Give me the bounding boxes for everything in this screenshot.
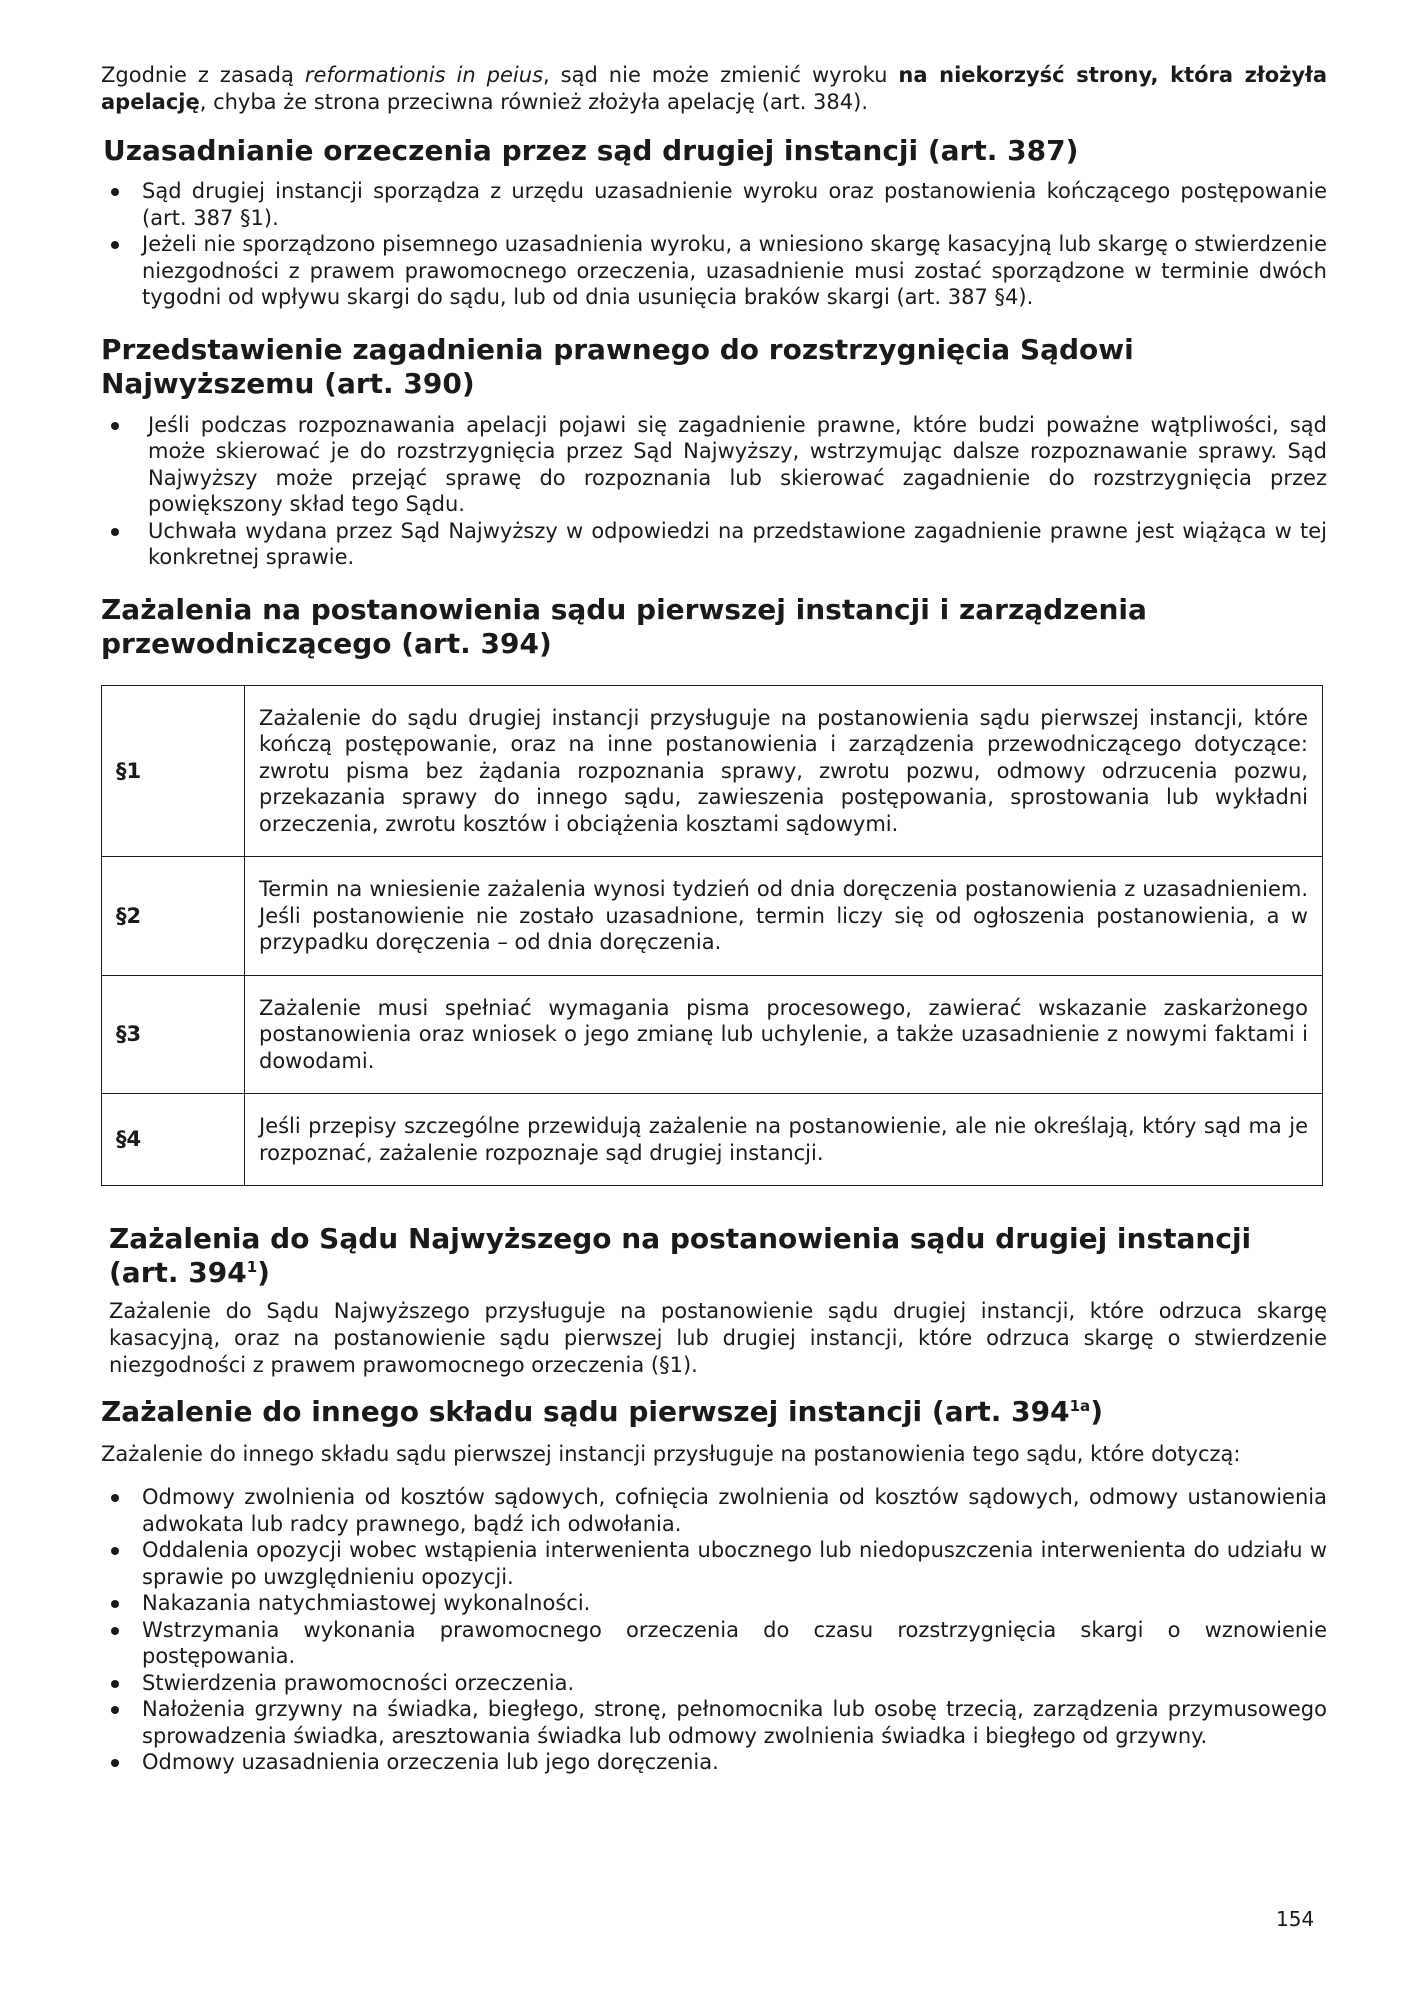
list-item: Uchwała wydana przez Sąd Najwyższy w odpowiedzi na przedstawione zagadnienie prawne jest wiążąca w tej konkretnej sprawie.: [101, 518, 1327, 571]
section-art-394: [101, 593, 1327, 1187]
table-row: [102, 685, 1323, 857]
list-item: Jeżeli nie sporządzono pisemnego uzasadnienia wyroku, a wniesiono skargę kasacyjną lub skargę o stwierdzenie niezgodności z prawem prawomocnego orzeczenia, uzasadnienie musi zostać sporządzone w terminie dwóch tygodni od wpływu skargi do sądu, lub od dnia usunięcia braków skargi (art. 387 §4).: [101, 231, 1327, 311]
section-heading: Zażalenia na postanowienia sądu pierwszej instancji i zarządzenia przewodniczącego (art. 394): [101, 592, 1147, 660]
paragraph-text: Termin na wniesienie zażalenia wynosi tydzień od dnia doręczenia postanowienia z uzasadnieniem. Jeśli postanowienie nie zostało uzasadnione, termin liczy się od ogłoszenia postanowienia, a w przypadku doręczenia – od dnia doręczenia.: [245, 857, 1323, 976]
bullet-list: [101, 412, 1327, 571]
list-item: Nakazania natychmiastowej wykonalności.: [101, 1590, 1327, 1617]
section-heading: Przedstawienie zagadnienia prawnego do rozstrzygnięcia Sądowi Najwyższemu (art. 390): [101, 332, 1134, 400]
list-item: Stwierdzenia prawomocności orzeczenia.: [101, 1670, 1327, 1697]
paragraph-number: §1: [102, 685, 245, 857]
page-content: [101, 62, 1327, 1776]
section-heading: Uzasadnianie orzeczenia przez sąd drugiej instancji (art. 387): [103, 134, 1079, 167]
intro-paragraph: Zgodnie z zasadą reformationis in peius, sąd nie może zmienić wyroku na niekorzyść strony, która złożyła apelację, chyba że strona przeciwna również złożyła apelację (art. 384).: [101, 63, 1328, 114]
table-row: [102, 1094, 1323, 1186]
section-lead: Zażalenie do innego składu sądu pierwszej instancji przysługuje na postanowienia tego sądu, które dotyczą:: [101, 1442, 1241, 1466]
section-art-387: [101, 134, 1327, 311]
paragraph-text: Zażalenie musi spełniać wymagania pisma procesowego, zawierać wskazanie zaskarżonego postanowienia oraz wniosek o jego zmianę lub uchylenie, a także uzasadnienie z nowymi faktami i dowodami.: [245, 975, 1323, 1094]
paragraphs-table: [101, 685, 1323, 1187]
list-item: Nałożenia grzywny na świadka, biegłego, stronę, pełnomocnika lub osobę trzecią, zarządzenia przymusowego sprowadzenia świadka, aresztowania świadka lub odmowy zwolnienia świadka i biegłego od grzywny.: [101, 1696, 1327, 1749]
list-item: Oddalenia opozycji wobec wstąpienia interwenienta ubocznego lub niedopuszczenia interwenienta do udziału w sprawie po uwzględnieniu opozycji.: [101, 1537, 1327, 1590]
list-item: Odmowy uzasadnienia orzeczenia lub jego doręczenia.: [101, 1749, 1327, 1776]
section-art-390: [101, 333, 1327, 571]
paragraph-number: §3: [102, 975, 245, 1094]
section-heading: Zażalenie do innego składu sądu pierwszej instancji (art. $394^{1a}$): [101, 1395, 1103, 1428]
paragraph-number: §2: [102, 857, 245, 976]
list-item: Sąd drugiej instancji sporządza z urzędu uzasadnienie wyroku oraz postanowienia kończącego postępowanie (art. 387 §1).: [101, 178, 1327, 231]
bullet-list: [101, 178, 1327, 311]
page-number: 154: [1276, 1907, 1315, 1931]
paragraph-text: Zażalenie do sądu drugiej instancji przysługuje na postanowienia sądu pierwszej instancji, które kończą postępowanie, oraz na inne postanowienia i zarządzenia przewodniczącego dotyczące: zwrotu pisma bez żądania rozpoznania sprawy, zwrotu pozwu, odmowy odrzucenia pozwu, przekazania sprawy do innego sądu, zawieszenia postępowania, sprostowania lub wykładni orzeczenia, zwrotu kosztów i obciążenia kosztami sądowymi.: [245, 685, 1323, 857]
paragraph-text: Jeśli przepisy szczególne przewidują zażalenie na postanowienie, ale nie określają, który sąd ma je rozpoznać, zażalenie rozpoznaje sąd drugiej instancji.: [245, 1094, 1323, 1186]
paragraph-number: §4: [102, 1094, 245, 1186]
table-row: [102, 857, 1323, 976]
section-art-394-1: [101, 1222, 1327, 1379]
section-art-394-1a: [101, 1395, 1327, 1776]
section-body: Zażalenie do Sądu Najwyższego przysługuje na postanowienie sądu drugiej instancji, które odrzuca skargę kasacyjną, oraz na postanowienie sądu pierwszej lub drugiej instancji, które odrzuca skargę o stwierdzenie niezgodności z prawem prawomocnego orzeczenia (§1).: [109, 1299, 1327, 1377]
list-item: Jeśli podczas rozpoznawania apelacji pojawi się zagadnienie prawne, które budzi poważne wątpliwości, sąd może skierować je do rozstrzygnięcia przez Sąd Najwyższy, wstrzymując dalsze rozpoznawanie sprawy. Sąd Najwyższy może przejąć sprawę do rozpoznania lub skierować zagadnienie do rozstrzygnięcia przez powiększony skład tego Sądu.: [101, 412, 1327, 518]
list-item: Wstrzymania wykonania prawomocnego orzeczenia do czasu rozstrzygnięcia skargi o wznowienie postępowania.: [101, 1617, 1327, 1670]
section-heading: Zażalenia do Sądu Najwyższego na postanowienia sądu drugiej instancji (art. $394^1$): [109, 1222, 1252, 1289]
table-row: [102, 975, 1323, 1094]
list-item: Odmowy zwolnienia od kosztów sądowych, cofnięcia zwolnienia od kosztów sądowych, odmowy ustanowienia adwokata lub radcy prawnego, bądź ich odwołania.: [101, 1484, 1327, 1537]
bullet-list: [101, 1484, 1327, 1776]
